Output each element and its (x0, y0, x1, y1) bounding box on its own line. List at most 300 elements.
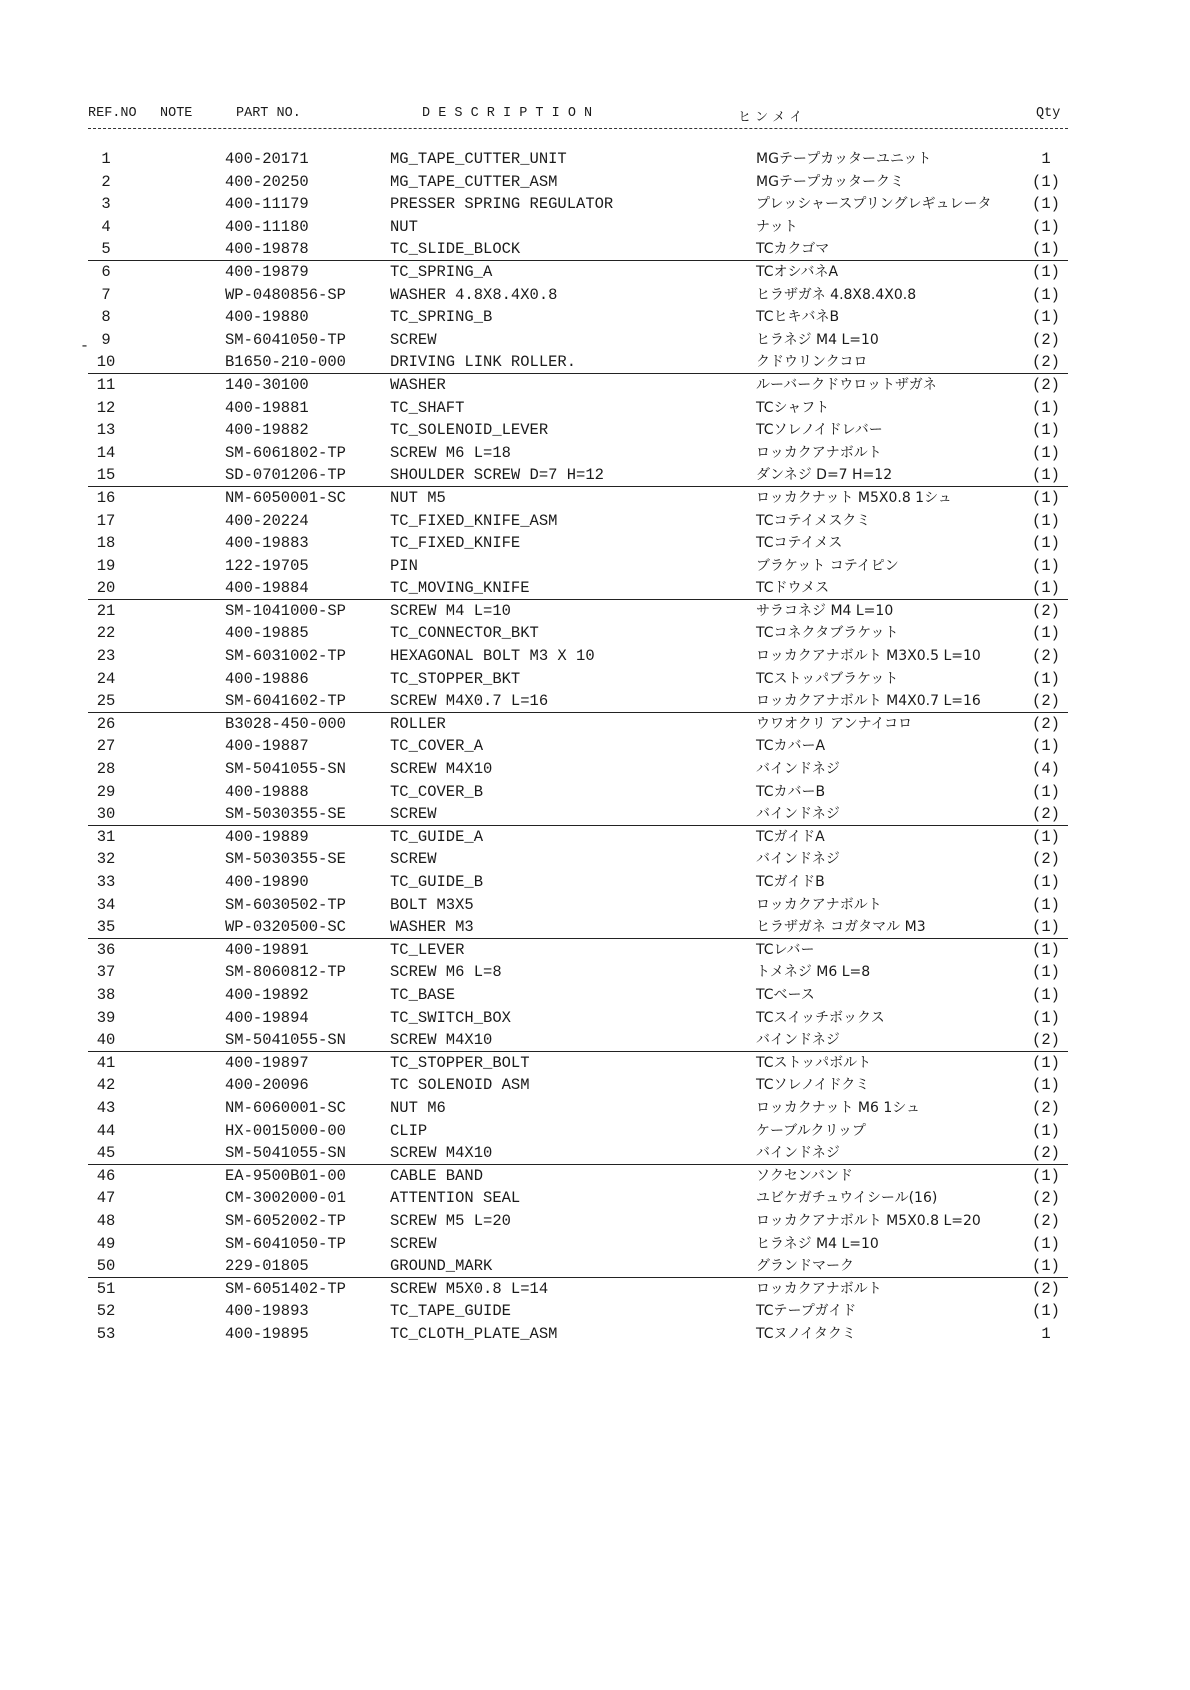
ref-no-cell: 47 (96, 1189, 116, 1208)
kana-name-cell: TCガイドB (756, 874, 825, 890)
description-cell: NUT (390, 217, 418, 236)
part-no-cell: SD-0701206-TP (225, 466, 346, 485)
qty-cell: (1) (1032, 1234, 1060, 1253)
description-cell: SCREW (390, 1234, 437, 1253)
part-no-cell: 400-20096 (225, 1076, 309, 1095)
table-row (88, 464, 1068, 487)
table-row (88, 1120, 1068, 1143)
ref-no-cell: 20 (96, 579, 116, 598)
kana-name-cell: ヒラザガネ コガタマル M3 (756, 919, 926, 936)
qty-cell: (1) (1032, 579, 1060, 598)
part-no-cell: SM-6031002-TP (225, 647, 346, 666)
part-no-cell: 400-20224 (225, 511, 309, 530)
description-cell: TC_STOPPER_BOLT (390, 1053, 530, 1072)
qty-cell: (2) (1032, 1144, 1060, 1163)
table-row (88, 442, 1068, 465)
part-no-cell: 400-11180 (225, 217, 309, 236)
ref-no-cell: 15 (96, 466, 116, 485)
qty-cell: (1) (1032, 963, 1060, 982)
description-cell: SCREW M4X10 (390, 1031, 493, 1050)
description-cell: SCREW M6 L=18 (390, 443, 511, 462)
kana-name-cell: ナット (756, 218, 798, 235)
kana-name-cell: TCシャフト (756, 399, 830, 416)
qty-cell: (2) (1032, 375, 1060, 394)
part-no-cell: 400-19884 (225, 579, 309, 598)
kana-name-cell: ソクセンバンド (756, 1167, 853, 1184)
part-no-cell: SM-5030355-SE (225, 850, 346, 869)
description-cell: WASHER 4.8X8.4X0.8 (390, 285, 558, 304)
ref-no-cell: 49 (96, 1234, 116, 1253)
description-cell: GROUND_MARK (390, 1257, 493, 1276)
ref-no-cell: 37 (96, 963, 116, 982)
ref-no-cell: 42 (96, 1076, 116, 1095)
table-row (88, 510, 1068, 533)
part-no-cell: SM-1041000-SP (225, 601, 346, 620)
ref-no-cell: 21 (96, 601, 116, 620)
qty-cell: (2) (1032, 353, 1060, 372)
kana-name-cell: MGテープカッターユニット (756, 151, 932, 167)
kana-name-cell: TCヌノイタクミ (756, 1325, 856, 1342)
kana-name-cell: ヒラネジ M4 L=10 (756, 331, 879, 348)
table-row (88, 984, 1068, 1007)
part-no-cell: 400-19890 (225, 873, 309, 891)
qty-cell: (2) (1032, 1279, 1060, 1298)
kana-name-cell: グランドマーク (756, 1258, 854, 1275)
ref-no-cell: 19 (96, 556, 116, 575)
table-row (88, 261, 1068, 284)
table-row (88, 1278, 1068, 1301)
qty-cell: (1) (1032, 172, 1060, 191)
ref-no-cell: 53 (96, 1324, 116, 1343)
table-row (88, 555, 1068, 578)
kana-name-cell: ヒラネジ M4 L=10 (756, 1235, 879, 1252)
description-cell: TC SOLENOID ASM (390, 1076, 530, 1095)
header-description: D E S C R I P T I O N (422, 106, 593, 121)
part-no-cell: EA-9500B01-00 (225, 1166, 346, 1185)
qty-cell: (2) (1032, 601, 1060, 620)
kana-name-cell: ユビケガチュウイシール(16) (756, 1190, 938, 1207)
header-note: NOTE (160, 106, 193, 121)
ref-no-cell: 7 (101, 285, 111, 304)
description-cell: TC_CONNECTOR_BKT (390, 624, 539, 643)
table-row (88, 713, 1068, 736)
table-row (88, 238, 1068, 261)
kana-name-cell: TCコテイメス (756, 535, 843, 552)
table-row (88, 397, 1068, 420)
ref-no-cell: 52 (96, 1302, 116, 1321)
description-cell: SCREW (390, 330, 437, 349)
qty-cell: (1) (1032, 240, 1060, 259)
kana-name-cell: TCカクゴマ (756, 241, 830, 258)
description-cell: CLIP (390, 1121, 428, 1140)
kana-name-cell: TCカバーA (756, 738, 826, 755)
description-cell: WASHER M3 (390, 918, 474, 937)
kana-name-cell: ブラケット コテイピン (756, 557, 899, 574)
kana-name-cell: TCストッパブラケット (756, 670, 899, 687)
qty-cell: (1) (1032, 918, 1060, 937)
ref-no-cell: 16 (96, 488, 116, 507)
qty-cell: (1) (1032, 556, 1060, 575)
qty-cell: (1) (1032, 669, 1060, 688)
ref-no-cell: 38 (96, 985, 116, 1004)
qty-cell: (2) (1032, 850, 1060, 869)
ref-no-cell: 33 (96, 873, 116, 891)
part-no-cell: 400-19886 (225, 669, 309, 688)
part-no-cell: 400-19891 (225, 940, 309, 959)
kana-name-cell: ロッカクナット M6 1シュ (756, 1099, 920, 1116)
description-cell: ROLLER (390, 714, 446, 733)
ref-no-cell: 9 (101, 330, 111, 349)
ref-no-cell: 26 (96, 714, 116, 733)
kana-name-cell: バインドネジ (756, 1032, 840, 1049)
description-cell: TC_SOLENOID_LEVER (390, 421, 549, 440)
header-kana: ヒ ン メ イ (738, 110, 803, 125)
ref-no-cell: 34 (96, 895, 116, 914)
ref-no-cell: 10 (96, 353, 116, 372)
parts-table (88, 148, 1068, 1345)
kana-name-cell: サラコネジ M4 L=10 (756, 602, 894, 619)
ref-no-cell: 31 (96, 827, 116, 846)
kana-name-cell: ヒラザガネ 4.8X8.4X0.8 (756, 286, 917, 303)
description-cell: SCREW M4X0.7 L=16 (390, 692, 549, 711)
part-no-cell: 400-19889 (225, 827, 309, 846)
qty-cell: 1 (1041, 150, 1051, 168)
margin-tick-mark: - (80, 338, 90, 355)
kana-name-cell: クドウリンクコロ (756, 354, 868, 371)
header-ref-no: REF.NO (88, 106, 137, 121)
table-row (88, 1300, 1068, 1323)
qty-cell: 1 (1041, 1324, 1051, 1343)
description-cell: TC_LEVER (390, 940, 465, 959)
table-row (88, 1233, 1068, 1256)
ref-no-cell: 11 (96, 375, 116, 394)
qty-cell: (1) (1032, 195, 1060, 214)
kana-name-cell: TCソレノイドレバー (756, 422, 883, 439)
kana-name-cell: TCドウメス (756, 580, 830, 597)
kana-name-cell: TCベース (756, 986, 815, 1003)
ref-no-cell: 8 (101, 308, 111, 327)
description-cell: DRIVING LINK ROLLER. (390, 353, 577, 372)
table-row (88, 577, 1068, 600)
kana-name-cell: バインドネジ (756, 806, 840, 823)
part-no-cell: 400-19878 (225, 240, 309, 259)
ref-no-cell: 27 (96, 737, 116, 756)
part-no-cell: SM-5030355-SE (225, 805, 346, 824)
part-no-cell: 400-19897 (225, 1053, 309, 1072)
kana-name-cell: TCソレノイドクミ (756, 1077, 870, 1094)
qty-cell: (1) (1032, 511, 1060, 530)
ref-no-cell: 25 (96, 692, 116, 711)
description-cell: TC_SLIDE_BLOCK (390, 240, 521, 259)
description-cell: PIN (390, 556, 418, 575)
ref-no-cell: 29 (96, 782, 116, 801)
qty-cell: (2) (1032, 805, 1060, 824)
ref-no-cell: 45 (96, 1144, 116, 1163)
ref-no-cell: 4 (101, 217, 111, 236)
part-no-cell: 400-19892 (225, 985, 309, 1004)
ref-no-cell: 51 (96, 1279, 116, 1298)
table-row (88, 148, 1068, 171)
description-cell: WASHER (390, 375, 446, 394)
qty-cell: (1) (1032, 1302, 1060, 1321)
ref-no-cell: 17 (96, 511, 116, 530)
part-no-cell: SM-5041055-SN (225, 760, 346, 779)
table-row (88, 668, 1068, 691)
description-cell: TC_CLOTH_PLATE_ASM (390, 1324, 558, 1343)
table-row (88, 600, 1068, 623)
ref-no-cell: 24 (96, 669, 116, 688)
description-cell: MG_TAPE_CUTTER_ASM (390, 172, 558, 191)
part-no-cell: 400-20171 (225, 150, 309, 168)
table-row (88, 351, 1068, 374)
kana-name-cell: バインドネジ (756, 1145, 840, 1162)
table-row (88, 622, 1068, 645)
kana-name-cell: TCスイッチボックス (756, 1009, 885, 1026)
part-no-cell: 229-01805 (225, 1257, 309, 1276)
kana-name-cell: ケーブルクリップ (756, 1122, 866, 1139)
part-no-cell: SM-6041050-TP (225, 330, 346, 349)
ref-no-cell: 1 (101, 150, 111, 168)
description-cell: ATTENTION SEAL (390, 1189, 521, 1208)
qty-cell: (1) (1032, 1121, 1060, 1140)
kana-name-cell: ダンネジ D=7 H=12 (756, 467, 893, 484)
table-row (88, 171, 1068, 194)
table-row (88, 1142, 1068, 1165)
ref-no-cell: 35 (96, 918, 116, 937)
table-row (88, 1074, 1068, 1097)
part-no-cell: NM-6060001-SC (225, 1098, 346, 1117)
description-cell: SCREW M4X10 (390, 760, 493, 779)
description-cell: TC_COVER_A (390, 737, 484, 756)
description-cell: TC_GUIDE_B (390, 873, 484, 891)
kana-name-cell: トメネジ M6 L=8 (756, 964, 871, 981)
header-qty: Qty (1036, 106, 1061, 121)
table-row (88, 306, 1068, 329)
part-no-cell: 400-19893 (225, 1302, 309, 1321)
table-row (88, 532, 1068, 555)
description-cell: TC_FIXED_KNIFE_ASM (390, 511, 558, 530)
qty-cell: (1) (1032, 737, 1060, 756)
qty-cell: (1) (1032, 1257, 1060, 1276)
table-row (88, 284, 1068, 307)
qty-cell: (4) (1032, 760, 1060, 779)
qty-cell: (2) (1032, 1211, 1060, 1230)
kana-name-cell: バインドネジ (756, 851, 840, 868)
table-row (88, 329, 1068, 352)
table-row (88, 216, 1068, 239)
ref-no-cell: 48 (96, 1211, 116, 1230)
qty-cell: (1) (1032, 827, 1060, 846)
ref-no-cell: 36 (96, 940, 116, 959)
ref-no-cell: 43 (96, 1098, 116, 1117)
table-header (88, 106, 1068, 128)
description-cell: NUT M6 (390, 1098, 446, 1117)
table-row (88, 1165, 1068, 1188)
ref-no-cell: 39 (96, 1008, 116, 1027)
table-row (88, 1052, 1068, 1075)
qty-cell: (1) (1032, 308, 1060, 327)
kana-name-cell: TCオシバネA (756, 263, 839, 280)
qty-cell: (1) (1032, 534, 1060, 553)
kana-name-cell: ルーバークドウロットザガネ (756, 376, 937, 393)
table-row (88, 939, 1068, 962)
ref-no-cell: 6 (101, 262, 111, 281)
ref-no-cell: 30 (96, 805, 116, 824)
kana-name-cell: TCカバーB (756, 783, 826, 800)
ref-no-cell: 40 (96, 1031, 116, 1050)
table-row (88, 916, 1068, 939)
ref-no-cell: 23 (96, 647, 116, 666)
kana-name-cell: ロッカクアナボルト M4X0.7 L=16 (756, 693, 981, 710)
description-cell: TC_TAPE_GUIDE (390, 1302, 511, 1321)
qty-cell: (1) (1032, 940, 1060, 959)
kana-name-cell: ロッカクアナボルト M3X0.5 L=10 (756, 648, 981, 665)
qty-cell: (2) (1032, 1031, 1060, 1050)
part-no-cell: B1650-210-000 (225, 353, 346, 372)
table-row (88, 871, 1068, 894)
description-cell: SCREW M5X0.8 L=14 (390, 1279, 549, 1298)
part-no-cell: SM-6041050-TP (225, 1234, 346, 1253)
part-no-cell: HX-0015000-00 (225, 1121, 346, 1140)
qty-cell: (1) (1032, 421, 1060, 440)
table-row (88, 645, 1068, 668)
part-no-cell: 400-19885 (225, 624, 309, 643)
qty-cell: (1) (1032, 873, 1060, 891)
description-cell: SHOULDER SCREW D=7 H=12 (390, 466, 604, 485)
part-no-cell: 400-19881 (225, 398, 309, 417)
kana-name-cell: ロッカクアナボルト (756, 444, 882, 461)
qty-cell: (1) (1032, 1076, 1060, 1095)
ref-no-cell: 46 (96, 1166, 116, 1185)
part-no-cell: WP-0320500-SC (225, 918, 346, 937)
description-cell: TC_STOPPER_BKT (390, 669, 521, 688)
part-no-cell: NM-6050001-SC (225, 488, 346, 507)
qty-cell: (1) (1032, 262, 1060, 281)
header-rule (88, 128, 1068, 129)
description-cell: PRESSER SPRING REGULATOR (390, 195, 614, 214)
kana-name-cell: ロッカクアナボルト (756, 896, 882, 913)
header-part-no: PART NO. (236, 106, 301, 121)
table-row (88, 419, 1068, 442)
qty-cell: (2) (1032, 1189, 1060, 1208)
table-row (88, 690, 1068, 713)
table-row (88, 894, 1068, 917)
ref-no-cell: 14 (96, 443, 116, 462)
table-row (88, 487, 1068, 510)
table-row (88, 1029, 1068, 1052)
part-no-cell: 122-19705 (225, 556, 309, 575)
kana-name-cell: TCコテイメスクミ (756, 512, 871, 529)
part-no-cell: 400-19879 (225, 262, 309, 281)
part-no-cell: SM-5041055-SN (225, 1031, 346, 1050)
table-row (88, 1210, 1068, 1233)
part-no-cell: SM-5041055-SN (225, 1144, 346, 1163)
part-no-cell: SM-6061802-TP (225, 443, 346, 462)
ref-no-cell: 12 (96, 398, 116, 417)
qty-cell: (2) (1032, 330, 1060, 349)
ref-no-cell: 28 (96, 760, 116, 779)
description-cell: CABLE BAND (390, 1166, 484, 1185)
kana-name-cell: プレッシャースプリングレギュレータ (756, 196, 992, 213)
ref-no-cell: 22 (96, 624, 116, 643)
ref-no-cell: 44 (96, 1121, 116, 1140)
kana-name-cell: TCレバー (756, 941, 815, 958)
qty-cell: (1) (1032, 466, 1060, 485)
ref-no-cell: 5 (101, 240, 111, 259)
description-cell: TC_SPRING_B (390, 308, 493, 327)
description-cell: SCREW M4X10 (390, 1144, 493, 1163)
part-no-cell: SM-6051402-TP (225, 1279, 346, 1298)
part-no-cell: 400-19880 (225, 308, 309, 327)
table-row (88, 848, 1068, 871)
ref-no-cell: 3 (101, 195, 111, 214)
description-cell: NUT M5 (390, 488, 446, 507)
ref-no-cell: 32 (96, 850, 116, 869)
table-row (88, 193, 1068, 216)
qty-cell: (1) (1032, 285, 1060, 304)
table-row (88, 826, 1068, 849)
description-cell: TC_COVER_B (390, 782, 484, 801)
qty-cell: (1) (1032, 782, 1060, 801)
ref-no-cell: 2 (101, 172, 111, 191)
table-row (88, 803, 1068, 826)
ref-no-cell: 50 (96, 1257, 116, 1276)
qty-cell: (2) (1032, 647, 1060, 666)
part-no-cell: 140-30100 (225, 375, 309, 394)
description-cell: TC_GUIDE_A (390, 827, 484, 846)
part-no-cell: CM-3002000-01 (225, 1189, 346, 1208)
table-row (88, 374, 1068, 397)
description-cell: HEXAGONAL BOLT M3 X 10 (390, 647, 595, 666)
qty-cell: (2) (1032, 714, 1060, 733)
kana-name-cell: ロッカクアナボルト M5X0.8 L=20 (756, 1212, 981, 1229)
qty-cell: (1) (1032, 624, 1060, 643)
description-cell: TC_FIXED_KNIFE (390, 534, 521, 553)
description-cell: MG_TAPE_CUTTER_UNIT (390, 150, 567, 168)
description-cell: SCREW M6 L=8 (390, 963, 502, 982)
description-cell: TC_BASE (390, 985, 456, 1004)
table-row (88, 961, 1068, 984)
description-cell: SCREW (390, 850, 437, 869)
qty-cell: (1) (1032, 1166, 1060, 1185)
qty-cell: (2) (1032, 692, 1060, 711)
table-row (88, 1187, 1068, 1210)
part-no-cell: 400-11179 (225, 195, 309, 214)
part-no-cell: WP-0480856-SP (225, 285, 346, 304)
part-no-cell: 400-20250 (225, 172, 309, 191)
part-no-cell: SM-6030502-TP (225, 895, 346, 914)
description-cell: SCREW (390, 805, 437, 824)
part-no-cell: B3028-450-000 (225, 714, 346, 733)
table-row (88, 1007, 1068, 1030)
qty-cell: (1) (1032, 1008, 1060, 1027)
kana-name-cell: TCテープガイド (756, 1303, 857, 1320)
description-cell: TC_SWITCH_BOX (390, 1008, 511, 1027)
table-row (88, 758, 1068, 781)
part-no-cell: SM-8060812-TP (225, 963, 346, 982)
table-row (88, 781, 1068, 804)
part-no-cell: 400-19895 (225, 1324, 309, 1343)
qty-cell: (1) (1032, 985, 1060, 1004)
description-cell: TC_MOVING_KNIFE (390, 579, 530, 598)
part-no-cell: 400-19894 (225, 1008, 309, 1027)
qty-cell: (2) (1032, 1098, 1060, 1117)
qty-cell: (1) (1032, 895, 1060, 914)
kana-name-cell: ウワオクリ アンナイコロ (756, 715, 913, 732)
ref-no-cell: 41 (96, 1053, 116, 1072)
kana-name-cell: TCヒキバネB (756, 309, 840, 326)
table-row (88, 1097, 1068, 1120)
